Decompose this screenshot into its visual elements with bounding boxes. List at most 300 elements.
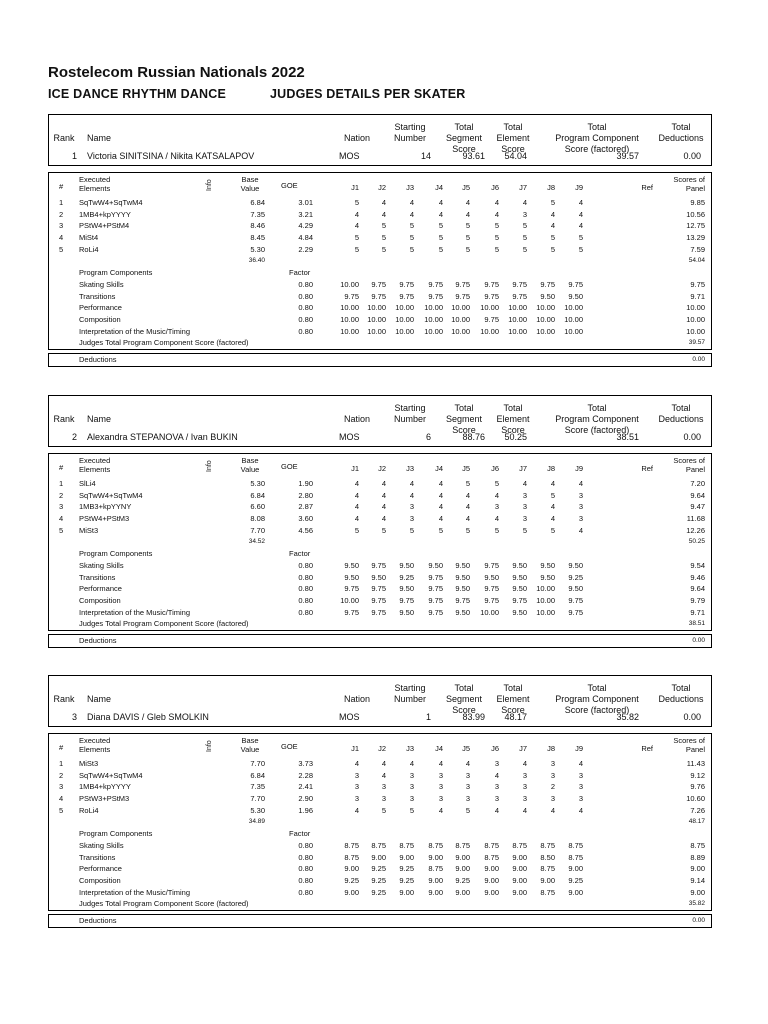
- goe-value: 4.29: [298, 221, 313, 231]
- component-panel: 10.00: [686, 303, 705, 313]
- judge-component-score: 9.25: [344, 875, 359, 885]
- judge-component-score: 9.75: [371, 279, 386, 289]
- judge-score: 4: [438, 209, 443, 219]
- element-number: 5: [59, 805, 64, 815]
- judge-header: J9: [575, 183, 583, 192]
- judge-score: 4: [438, 490, 443, 500]
- nation-header-line: Nation: [343, 414, 370, 424]
- deductions-label: Deductions: [79, 635, 117, 645]
- judge-component-score: 9.50: [540, 291, 555, 301]
- judge-component-score: 9.75: [371, 291, 386, 301]
- judge-score: 3: [438, 770, 443, 780]
- judge-score: 3: [438, 782, 443, 792]
- goe-value: 2.41: [298, 782, 313, 792]
- ref-header: Ref: [641, 464, 653, 473]
- component-row: [49, 302, 711, 314]
- judge-component-score: 9.00: [344, 887, 359, 897]
- judge-component-score: 9.50: [399, 607, 414, 617]
- judge-score: 5: [522, 244, 527, 254]
- judge-score: 4: [494, 209, 499, 219]
- judge-score: 3: [409, 794, 414, 804]
- judge-component-score: 8.75: [455, 840, 470, 850]
- panel-score: 7.20: [690, 479, 705, 488]
- factor-header: Factor: [289, 268, 311, 278]
- component-panel: 9.64: [690, 584, 705, 594]
- judge-header: J1: [351, 464, 359, 473]
- element-name: RoLi4: [79, 805, 99, 815]
- judge-score: 4: [381, 479, 386, 488]
- component-row: [49, 840, 711, 852]
- judge-component-score: 9.75: [428, 595, 443, 605]
- executed-header: Executed: [79, 456, 111, 465]
- base-value: 8.08: [250, 514, 265, 524]
- skater-nation: MOS: [339, 151, 360, 161]
- judge-component-score: 10.00: [564, 326, 583, 336]
- judge-score: 3: [578, 502, 583, 512]
- skater-summary-row: [49, 151, 711, 163]
- element-score-header-line: Score: [501, 425, 525, 435]
- judge-component-score: 10.00: [340, 326, 359, 336]
- base-total: 34.52: [248, 538, 265, 546]
- segment-score: 93.61: [462, 151, 485, 161]
- judge-component-score: 10.00: [340, 314, 359, 324]
- goe-value: 2.90: [298, 794, 313, 804]
- judge-score: 4: [494, 514, 499, 524]
- judge-component-score: 10.00: [480, 607, 499, 617]
- component-row: [49, 595, 711, 607]
- starting-number-header-line: Starting: [394, 403, 426, 413]
- judge-component-score: 9.75: [428, 279, 443, 289]
- judge-score: 5: [465, 479, 470, 488]
- panel-score: 7.26: [690, 805, 705, 815]
- judge-component-score: 9.00: [512, 864, 527, 874]
- judge-component-score: 10.00: [395, 326, 414, 336]
- base-value: 6.60: [250, 502, 265, 512]
- judge-score: 3: [465, 782, 470, 792]
- judge-component-score: 9.00: [484, 887, 499, 897]
- judge-header: J5: [462, 464, 470, 473]
- element-score-header-line: Total: [503, 403, 523, 413]
- judge-score: 3: [354, 794, 359, 804]
- judge-component-score: 8.75: [428, 840, 443, 850]
- element-row: [49, 232, 711, 244]
- judge-component-score: 9.75: [455, 291, 470, 301]
- judge-header: J8: [547, 744, 555, 753]
- component-panel: 10.00: [686, 314, 705, 324]
- skater-nation: MOS: [339, 712, 360, 722]
- judge-score: 5: [409, 233, 414, 243]
- judge-component-score: 8.75: [512, 840, 527, 850]
- component-name: Skating Skills: [79, 279, 124, 289]
- judge-score: 5: [494, 479, 499, 488]
- judge-component-score: 10.00: [536, 326, 555, 336]
- judges-details: [48, 172, 712, 350]
- judge-component-score: 9.00: [371, 852, 386, 862]
- goe-value: 1.90: [298, 479, 313, 488]
- judge-score: 3: [438, 794, 443, 804]
- skater-block: [48, 114, 712, 367]
- judge-component-score: 9.00: [484, 875, 499, 885]
- judge-component-score: 8.75: [371, 840, 386, 850]
- judge-component-score: 10.00: [536, 607, 555, 617]
- panel-score: 9.76: [690, 782, 705, 792]
- executed-header: Executed: [79, 736, 111, 745]
- judge-score: 4: [578, 805, 583, 815]
- judge-score: 3: [578, 794, 583, 804]
- details-header: [49, 454, 711, 478]
- base-header-2: Value: [240, 465, 260, 474]
- element-score-header-line: Score: [501, 144, 525, 154]
- component-factor: 0.80: [298, 840, 313, 850]
- component-factor: 0.80: [298, 326, 313, 336]
- judge-score: 3: [354, 770, 359, 780]
- goe-header: GOE: [281, 742, 298, 751]
- judge-score: 4: [522, 198, 527, 207]
- judge-score: 5: [438, 525, 443, 535]
- judge-component-score: 9.75: [428, 607, 443, 617]
- element-name: RoLi4: [79, 244, 99, 254]
- judge-component-score: 9.75: [399, 279, 414, 289]
- judge-score: 4: [381, 502, 386, 512]
- judge-component-score: 9.50: [512, 584, 527, 594]
- goe-value: 3.01: [298, 198, 313, 207]
- element-row: [49, 770, 711, 782]
- deductions-header: [653, 683, 709, 705]
- component-factor: 0.80: [298, 314, 313, 324]
- pcs-score: 39.57: [616, 151, 639, 161]
- pcs-header-line: Score (factored): [564, 425, 630, 435]
- component-name: Interpretation of the Music/Timing: [79, 607, 191, 617]
- judge-component-score: 9.00: [428, 875, 443, 885]
- rank-header: [49, 133, 79, 144]
- program-components-label: Program Components: [79, 549, 153, 559]
- judge-score: 3: [522, 490, 527, 500]
- judge-header: J8: [547, 464, 555, 473]
- judge-component-score: 9.00: [512, 875, 527, 885]
- deductions-row: [48, 353, 712, 367]
- judge-score: 4: [354, 209, 359, 219]
- goe-header: GOE: [281, 181, 298, 190]
- base-value: 5.30: [250, 244, 265, 254]
- element-number: 1: [59, 198, 64, 207]
- skater-summary: [48, 675, 712, 727]
- pcs-score: 38.51: [616, 432, 639, 442]
- segment-score-header-line: Segment: [445, 414, 483, 424]
- nation-header: [337, 133, 377, 144]
- element-row: [49, 501, 711, 513]
- judge-component-score: 10.00: [340, 303, 359, 313]
- deductions-value: 0.00: [692, 636, 705, 644]
- component-panel: 9.14: [690, 875, 705, 885]
- judge-score: 5: [354, 244, 359, 254]
- pcs-header-line: Total: [587, 403, 607, 413]
- judge-score: 4: [381, 514, 386, 524]
- component-row: [49, 291, 711, 303]
- factor-header: Factor: [289, 829, 311, 839]
- judge-component-score: 9.75: [428, 291, 443, 301]
- element-number: 2: [59, 770, 64, 780]
- judge-score: 4: [494, 805, 499, 815]
- element-score-header-line: Element: [496, 694, 530, 704]
- starting-number-header-line: Number: [393, 133, 426, 143]
- panel-score: 12.75: [686, 221, 705, 231]
- component-panel: 9.71: [690, 291, 705, 301]
- pcs-score: 35.82: [616, 712, 639, 722]
- judge-component-score: 9.00: [455, 864, 470, 874]
- element-score: 48.17: [504, 712, 527, 722]
- judge-header: J3: [406, 183, 414, 192]
- pcs-header-line: Total: [587, 683, 607, 693]
- judge-component-score: 9.25: [399, 864, 414, 874]
- judge-component-score: 9.75: [540, 279, 555, 289]
- judge-score: 4: [522, 759, 527, 768]
- component-row: [49, 560, 711, 572]
- judge-component-score: 9.75: [484, 560, 499, 570]
- panel-score: 13.29: [686, 233, 705, 243]
- judge-score: 4: [381, 209, 386, 219]
- num-header: #: [59, 463, 64, 472]
- judge-header: J2: [378, 464, 386, 473]
- judge-component-score: 8.75: [484, 840, 499, 850]
- judge-score: 4: [409, 490, 414, 500]
- element-score: 54.04: [504, 151, 527, 161]
- judge-score: 5: [494, 525, 499, 535]
- judge-score: 4: [550, 502, 555, 512]
- base-value: 8.46: [250, 221, 265, 231]
- component-name: Performance: [79, 584, 122, 594]
- judge-component-score: 9.75: [344, 584, 359, 594]
- judge-score: 3: [494, 759, 499, 768]
- judge-component-score: 9.50: [568, 560, 583, 570]
- judge-score: 4: [409, 198, 414, 207]
- base-value: 6.84: [250, 198, 265, 207]
- judge-component-score: 9.50: [568, 584, 583, 594]
- judge-header: J4: [435, 183, 443, 192]
- element-row: [49, 525, 711, 537]
- judge-component-score: 9.00: [399, 852, 414, 862]
- base-header-2: Value: [240, 745, 260, 754]
- judge-component-score: 9.50: [371, 572, 386, 582]
- judge-component-score: 9.75: [399, 291, 414, 301]
- judge-component-score: 9.25: [371, 864, 386, 874]
- judge-component-score: 9.75: [455, 279, 470, 289]
- judge-score: 3: [550, 770, 555, 780]
- base-value: 8.45: [250, 233, 265, 243]
- deductions-value: 0.00: [692, 355, 705, 363]
- element-row: [49, 197, 711, 209]
- goe-value: 2.87: [298, 502, 313, 512]
- judge-score: 4: [578, 525, 583, 535]
- judge-component-score: 9.50: [455, 607, 470, 617]
- deductions-header-line: Deductions: [658, 694, 704, 704]
- deductions-header-line: Deductions: [658, 133, 704, 143]
- deductions-value: 0.00: [692, 916, 705, 924]
- judge-component-score: 9.50: [455, 560, 470, 570]
- judge-component-score: 10.00: [536, 314, 555, 324]
- deductions-header-line: Total: [671, 683, 691, 693]
- pcs-header-line: Score (factored): [564, 144, 630, 154]
- pcs-header-line: Program Component: [555, 694, 639, 704]
- judge-component-score: 10.00: [340, 279, 359, 289]
- judge-component-score: 9.00: [428, 887, 443, 897]
- judge-component-score: 9.50: [540, 572, 555, 582]
- element-name: PStW4+PStM3: [79, 514, 130, 524]
- component-name: Interpretation of the Music/Timing: [79, 887, 191, 897]
- judge-component-score: 8.75: [428, 864, 443, 874]
- component-panel: 9.75: [690, 279, 705, 289]
- judge-score: 5: [494, 244, 499, 254]
- component-name: Transitions: [79, 852, 116, 862]
- judge-score: 5: [522, 525, 527, 535]
- judge-score: 5: [465, 244, 470, 254]
- segment-score-header-line: Segment: [445, 133, 483, 143]
- judges-total-row: [49, 618, 711, 630]
- program-components-label: Program Components: [79, 829, 153, 839]
- base-total-row: [49, 255, 711, 267]
- element-row: [49, 781, 711, 793]
- element-row: [49, 793, 711, 805]
- judge-score: 5: [550, 490, 555, 500]
- component-factor: 0.80: [298, 291, 313, 301]
- judge-component-score: 9.00: [428, 852, 443, 862]
- judges-total-label: Judges Total Program Component Score (factored): [79, 619, 249, 629]
- element-name: SlLi4: [79, 479, 96, 488]
- component-row: [49, 887, 711, 899]
- element-row: [49, 220, 711, 232]
- judge-score: 5: [550, 525, 555, 535]
- component-panel: 9.00: [690, 864, 705, 874]
- base-header: Base: [241, 736, 259, 745]
- starting-number: 14: [420, 151, 431, 161]
- judge-component-score: 8.75: [484, 852, 499, 862]
- panel-score: 9.85: [690, 198, 705, 207]
- judge-component-score: 9.00: [512, 887, 527, 897]
- judge-header: J2: [378, 183, 386, 192]
- judge-score: 3: [409, 514, 414, 524]
- judge-score: 3: [465, 770, 470, 780]
- element-name: MiSt3: [79, 525, 99, 535]
- judge-component-score: 9.75: [512, 291, 527, 301]
- pcs-header-line: Program Component: [555, 414, 639, 424]
- judge-header: J7: [519, 744, 527, 753]
- element-name: MiSt4: [79, 233, 99, 243]
- judge-component-score: 9.75: [344, 291, 359, 301]
- element-row: [49, 490, 711, 502]
- judge-component-score: 9.75: [371, 595, 386, 605]
- judge-component-score: 9.25: [568, 572, 583, 582]
- goe-value: 3.60: [298, 514, 313, 524]
- judge-component-score: 10.00: [508, 326, 527, 336]
- judge-score: 5: [494, 233, 499, 243]
- judge-score: 5: [465, 221, 470, 231]
- judge-score: 5: [409, 221, 414, 231]
- base-header: Base: [241, 456, 259, 465]
- details-header: [49, 734, 711, 758]
- judge-score: 3: [494, 782, 499, 792]
- judge-score: 4: [494, 198, 499, 207]
- rank-header: [49, 414, 79, 425]
- judge-score: 3: [381, 782, 386, 792]
- segment-score-header-line: Score: [452, 705, 476, 715]
- skater-summary-row: [49, 432, 711, 444]
- element-number: 3: [59, 221, 64, 231]
- ref-header: Ref: [641, 183, 653, 192]
- judge-component-score: 10.00: [395, 303, 414, 313]
- component-row: [49, 863, 711, 875]
- judge-component-score: 9.25: [371, 875, 386, 885]
- deductions-row: [48, 914, 712, 928]
- component-name: Composition: [79, 875, 121, 885]
- judge-component-score: 9.50: [512, 572, 527, 582]
- judge-score: 3: [522, 770, 527, 780]
- panel-header: Scores of: [673, 175, 705, 184]
- judge-component-score: 9.50: [512, 607, 527, 617]
- name-header: Name: [87, 694, 112, 704]
- judge-component-score: 8.75: [568, 852, 583, 862]
- report-subtitle: [48, 87, 466, 101]
- judge-component-score: 10.00: [424, 303, 443, 313]
- judge-component-score: 9.50: [455, 572, 470, 582]
- panel-score: 11.68: [686, 514, 705, 524]
- component-row: [49, 326, 711, 338]
- judge-score: 4: [438, 198, 443, 207]
- component-row: [49, 875, 711, 887]
- element-row: [49, 758, 711, 770]
- judge-score: 4: [578, 759, 583, 768]
- factor-header: Factor: [289, 549, 311, 559]
- element-name: 1MB4+kpYYYY: [79, 209, 131, 219]
- judge-component-score: 8.75: [540, 840, 555, 850]
- base-value: 5.30: [250, 805, 265, 815]
- judge-score: 5: [578, 233, 583, 243]
- panel-header-2: Panel: [685, 184, 705, 193]
- skater-block: [48, 675, 712, 928]
- judge-score: 4: [465, 514, 470, 524]
- judge-component-score: 10.00: [367, 326, 386, 336]
- num-header: #: [59, 743, 64, 752]
- judge-component-score: 9.75: [428, 584, 443, 594]
- base-value: 7.35: [250, 209, 265, 219]
- component-factor: 0.80: [298, 584, 313, 594]
- component-factor: 0.80: [298, 607, 313, 617]
- segment-score-header-line: Score: [452, 144, 476, 154]
- element-name: SqTwW4+SqTwM4: [79, 490, 143, 500]
- judge-component-score: 9.50: [540, 560, 555, 570]
- judge-score: 4: [354, 759, 359, 768]
- judge-component-score: 9.00: [455, 852, 470, 862]
- info-header: Info: [206, 179, 213, 191]
- ref-header: Ref: [641, 744, 653, 753]
- judge-component-score: 9.50: [399, 560, 414, 570]
- judge-score: 3: [409, 770, 414, 780]
- judge-score: 3: [550, 759, 555, 768]
- judge-score: 3: [550, 794, 555, 804]
- component-row: [49, 583, 711, 595]
- judge-score: 5: [409, 525, 414, 535]
- judge-score: 4: [522, 479, 527, 488]
- pcs-header-line: Total: [587, 122, 607, 132]
- base-value: 7.70: [250, 794, 265, 804]
- judge-score: 5: [354, 525, 359, 535]
- segment-score-header-line: Segment: [445, 694, 483, 704]
- judge-header: J7: [519, 464, 527, 473]
- judge-component-score: 10.00: [564, 303, 583, 313]
- panel-score: 7.59: [690, 244, 705, 254]
- goe-value: 2.28: [298, 770, 313, 780]
- pcs-header-line: Program Component: [555, 133, 639, 143]
- goe-value: 2.29: [298, 244, 313, 254]
- judge-component-score: 9.50: [512, 560, 527, 570]
